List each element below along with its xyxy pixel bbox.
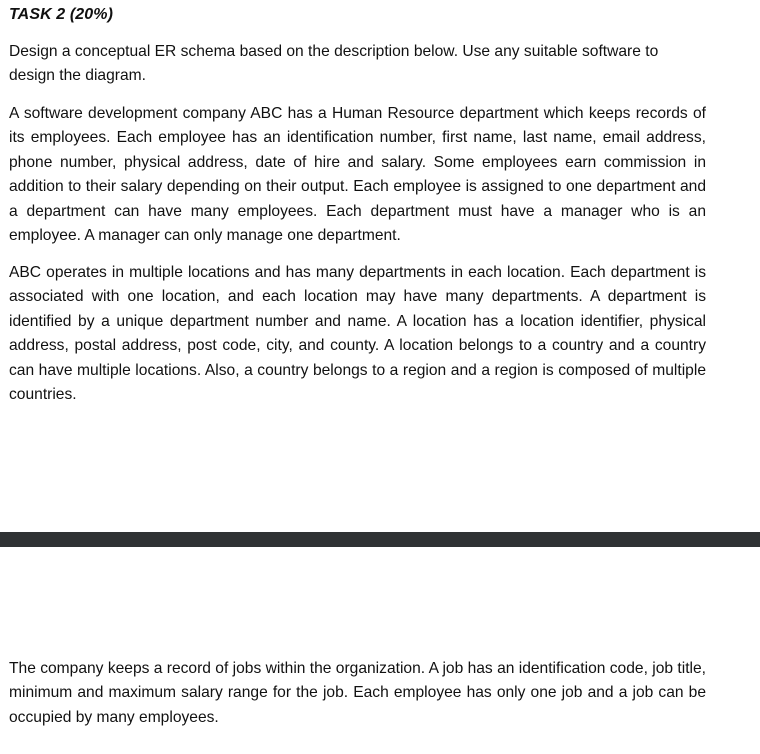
- task-heading: TASK 2 (20%): [9, 6, 114, 23]
- jobs-paragraph: The company keeps a record of jobs within the organization. A job has an identification code, job title, minimum and maximum salary range for the job. Each employee has only one job and a job can be occupied by many employees.: [9, 660, 706, 726]
- intro-paragraph: Design a conceptual ER schema based on the description below. Use any suitable software to design the diagram.: [9, 43, 659, 85]
- page-divider: [0, 532, 760, 547]
- hr-paragraph: A software development company ABC has a Human Resource department which keeps records of its employees. Each employee has an identification number, first name, last name, email address, phone number, physical address, date of hire and salary. Some employees earn commission in addition to their salary depending on their output. Each employee is assigned to one department and a department can have many employees. Each department must have a manager who is an employee. A manager can only manage one department.: [9, 105, 706, 245]
- locations-paragraph: ABC operates in multiple locations and has many departments in each location. Each department is associated with one location, and each location may have many departments. A department is identified by a unique department number and name. A location has a location identifier, physical address, postal address, post code, city, and county. A location belongs to a country and a country can have multiple locations. Also, a country belongs to a region and a region is composed of multiple countries.: [9, 264, 706, 404]
